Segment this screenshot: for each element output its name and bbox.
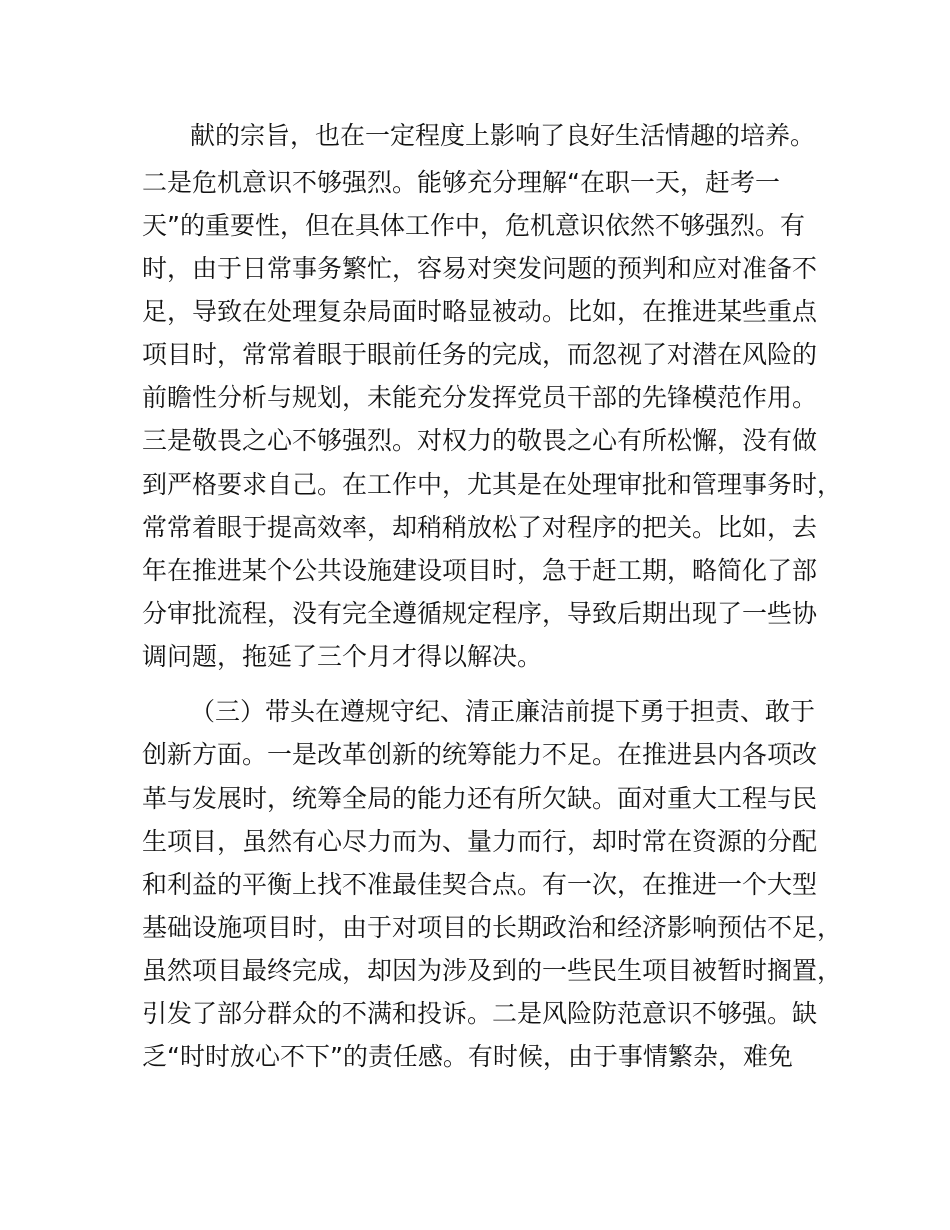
text-line: 生项目，虽然有心尽力而为、量力而行，却时常在资源的分配 bbox=[142, 827, 818, 856]
text-line: 分审批流程，没有完全遵循规定程序，导致后期出现了一些协 bbox=[142, 599, 818, 628]
text-line: 三是敬畏之心不够强烈。对权力的敬畏之心有所松懈，没有做 bbox=[142, 426, 818, 455]
text-line: 项目时，常常着眼于眼前任务的完成，而忽视了对潜在风险的 bbox=[142, 340, 818, 369]
text-line: 基础设施项目时，由于对项目的长期政治和经济影响预估不足， bbox=[142, 913, 843, 942]
text-line: 前瞻性分析与规划，未能充分发挥党员干部的先锋模范作用。 bbox=[142, 383, 818, 412]
text-line: 年在推进某个公共设施建设项目时，急于赶工期，略简化了部 bbox=[142, 556, 818, 585]
text-line: 革与发展时，统筹全局的能力还有所欠缺。面对重大工程与民 bbox=[142, 784, 818, 813]
section-heading-line: （三）带头在遵规守纪、清正廉洁前提下勇于担责、敢于 bbox=[190, 697, 816, 726]
text-line: 调问题，拖延了三个月才得以解决。 bbox=[142, 642, 543, 671]
text-line: 天”的重要性，但在具体工作中，危机意识依然不够强烈。有 bbox=[142, 211, 805, 240]
text-line: 和利益的平衡上找不准最佳契合点。有一次，在推进一个大型 bbox=[142, 870, 818, 899]
text-line: 引发了部分群众的不满和投诉。二是风险防范意识不够强。缺 bbox=[142, 999, 818, 1028]
text-line: 足，导致在处理复杂局面时略显被动。比如，在推进某些重点 bbox=[142, 297, 818, 326]
text-line: 乏“时时放心不下”的责任感。有时候，由于事情繁杂，难免 bbox=[142, 1042, 793, 1071]
text-line: 时，由于日常事务繁忙，容易对突发问题的预判和应对准备不 bbox=[142, 254, 818, 283]
text-line: 二是危机意识不够强烈。能够充分理解“在职一天，赶考一 bbox=[142, 168, 780, 197]
text-line: 虽然项目最终完成，却因为涉及到的一些民生项目被暂时搁置， bbox=[142, 956, 843, 985]
text-line: 创新方面。一是改革创新的统筹能力不足。在推进县内各项改 bbox=[142, 740, 818, 769]
text-line: 献的宗旨，也在一定程度上影响了良好生活情趣的培养。 bbox=[190, 121, 816, 150]
text-line: 到严格要求自己。在工作中，尤其是在处理审批和管理事务时， bbox=[142, 470, 843, 499]
text-line: 常常着眼于提高效率，却稍稍放松了对程序的把关。比如，去 bbox=[142, 513, 818, 542]
